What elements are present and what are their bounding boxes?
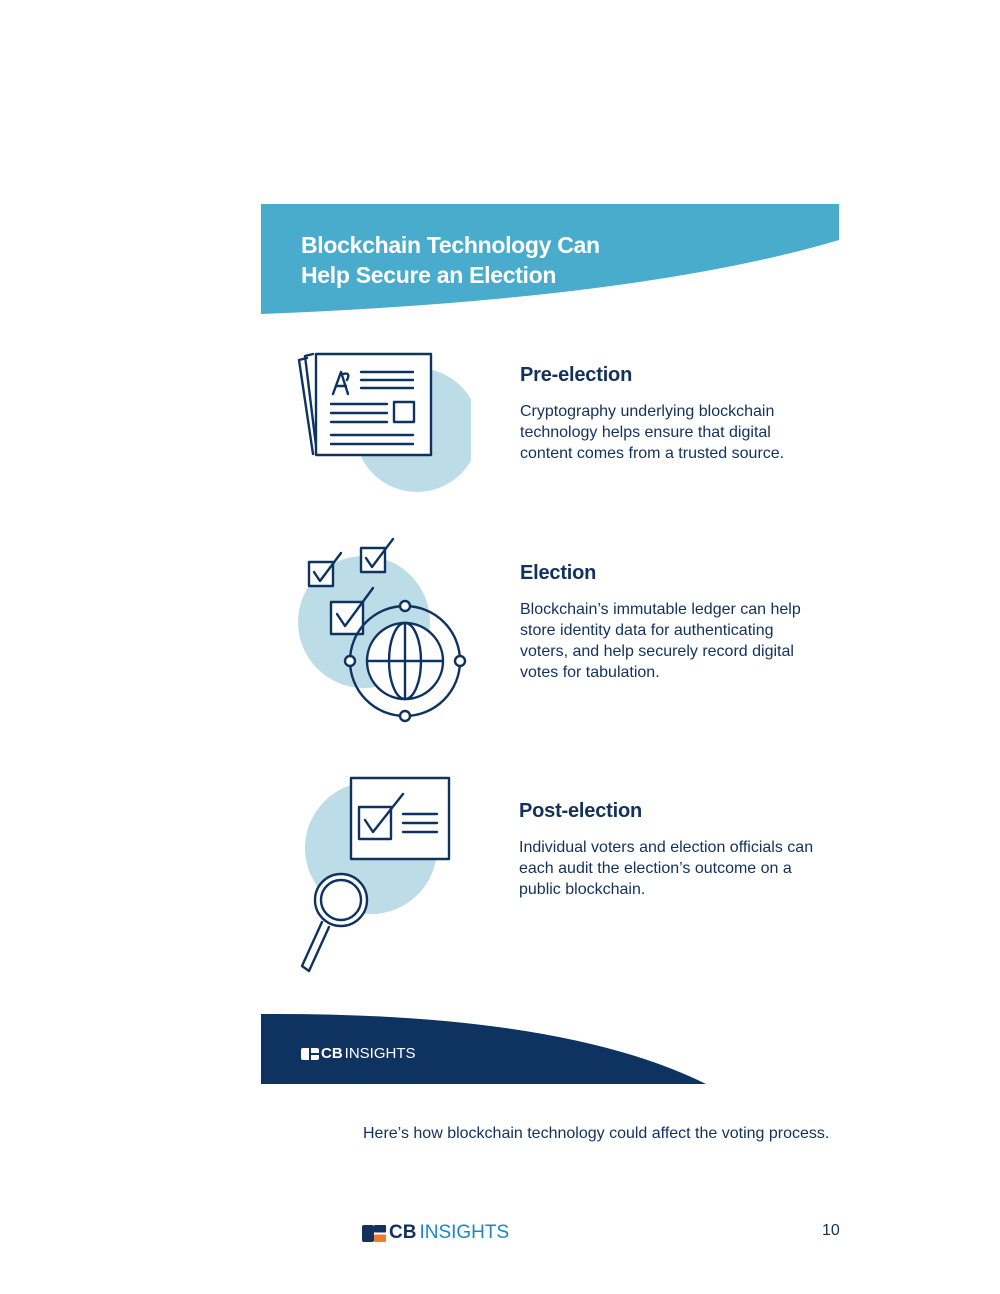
audit-magnifier-icon bbox=[291, 774, 481, 974]
logo-insights-text: INSIGHTS bbox=[419, 1222, 510, 1243]
infographic-title bbox=[301, 230, 600, 290]
step-text bbox=[520, 364, 820, 464]
step-description: Cryptography underlying blockchain technology helps ensure that digital content comes from a trusted source. bbox=[520, 403, 785, 462]
step-post-election bbox=[261, 774, 839, 974]
step-heading: Pre-election bbox=[520, 364, 633, 386]
logo-insights-text: INSIGHTS bbox=[344, 1045, 416, 1062]
newspaper-icon bbox=[291, 350, 471, 500]
ballot-globe-icon bbox=[291, 536, 471, 726]
cbinsights-mark-icon bbox=[301, 1048, 319, 1060]
logo-cb-text: CB bbox=[321, 1045, 343, 1062]
title-line-1: Blockchain Technology Can bbox=[301, 232, 600, 258]
figure-caption: Here’s how blockchain technology could affect the voting process. bbox=[363, 1125, 830, 1142]
cbinsights-mark-icon bbox=[362, 1225, 386, 1242]
infographic bbox=[261, 204, 839, 1084]
step-pre-election bbox=[261, 350, 839, 500]
page-footer-logo bbox=[362, 1222, 509, 1244]
step-text bbox=[520, 562, 820, 683]
cbinsights-logo bbox=[301, 1045, 416, 1062]
step-election bbox=[261, 536, 839, 726]
step-heading: Election bbox=[520, 562, 597, 584]
step-heading: Post-election bbox=[519, 800, 642, 822]
page-number: 10 bbox=[822, 1222, 840, 1239]
title-line-2: Help Secure an Election bbox=[301, 262, 557, 288]
logo-cb-text: CB bbox=[389, 1222, 417, 1243]
step-description: Blockchain’s immutable ledger can help store identity data for authenticating voters, and help securely record digital votes for tabulation. bbox=[520, 601, 801, 681]
step-description: Individual voters and election officials can each audit the election’s outcome on a public blockchain. bbox=[519, 839, 814, 898]
step-text bbox=[519, 800, 819, 900]
